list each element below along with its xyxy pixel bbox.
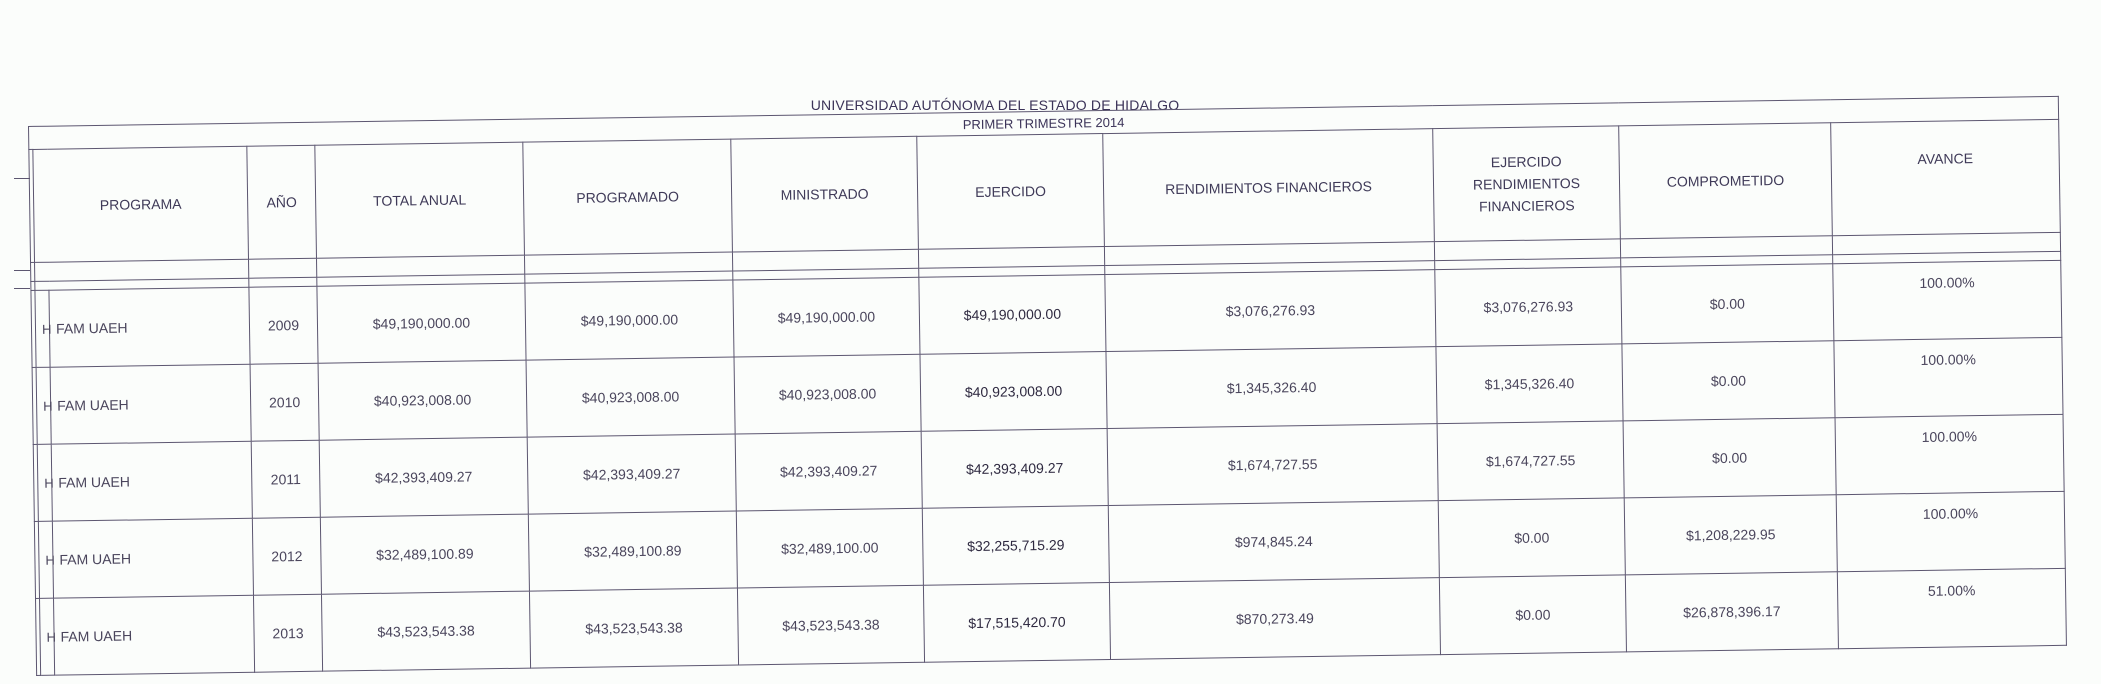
cell-ejercido-rendimientos: $1,345,326.40	[1436, 344, 1623, 424]
row-mark: H	[35, 290, 50, 367]
row-mark: H	[36, 367, 51, 444]
cell-rendimientos: $974,845.24	[1108, 501, 1439, 583]
cell-programado: $32,489,100.89	[528, 511, 737, 591]
header-total-anual: TOTAL ANUAL	[315, 142, 525, 258]
cell-ministrado: $42,393,409.27	[735, 431, 922, 511]
cell-ejercido-rendimientos: $0.00	[1438, 498, 1625, 578]
cell-ministrado: $49,190,000.00	[733, 277, 920, 357]
cell-programado: $49,190,000.00	[525, 280, 734, 360]
cell-ejercido: $42,393,409.27	[921, 429, 1108, 509]
left-margin-tick	[14, 178, 30, 179]
cell-programado: $42,393,409.27	[527, 434, 736, 514]
cell-ejercido-rendimientos: $3,076,276.93	[1435, 267, 1622, 347]
cell-ejercido: $17,515,420.70	[923, 583, 1110, 663]
cell-programa: FAM UAEH	[52, 518, 253, 598]
document-title: UNIVERSIDAD AUTÓNOMA DEL ESTADO DE HIDALGO	[810, 97, 1180, 113]
header-comprometido: COMPROMETIDO	[1619, 123, 1833, 239]
cell-total-anual: $42,393,409.27	[319, 437, 528, 517]
cell-programado: $40,923,008.00	[526, 357, 735, 437]
cell-comprometido: $1,208,229.95	[1624, 495, 1837, 575]
cell-rendimientos: $1,674,727.55	[1107, 424, 1438, 506]
cell-comprometido: $0.00	[1623, 418, 1836, 498]
period-header: PRIMER TRIMESTRE 2014	[29, 96, 2059, 149]
cell-ministrado: $43,523,543.38	[737, 585, 924, 665]
cell-anio: 2009	[249, 286, 318, 364]
cell-ejercido: $40,923,008.00	[920, 352, 1107, 432]
row-mark: H	[40, 598, 55, 675]
cell-avance: 100.00%	[1833, 260, 2062, 340]
cell-total-anual: $49,190,000.00	[317, 283, 526, 363]
cell-ejercido: $49,190,000.00	[919, 275, 1106, 355]
cell-programa: FAM UAEH	[50, 364, 251, 444]
budget-table-wrapper	[28, 96, 2066, 676]
row-mark: H	[38, 521, 53, 598]
left-margin-tick	[14, 270, 30, 271]
cell-comprometido: $0.00	[1621, 264, 1834, 344]
cell-anio: 2012	[252, 517, 321, 595]
header-ejercido: EJERCIDO	[917, 134, 1105, 250]
row-mark: H	[37, 444, 52, 521]
cell-ejercido: $32,255,715.29	[922, 506, 1109, 586]
cell-ejercido-rendimientos: $0.00	[1439, 575, 1626, 655]
cell-rendimientos: $3,076,276.93	[1105, 270, 1436, 352]
header-rendimientos-financieros: RENDIMIENTOS FINANCIEROS	[1103, 129, 1435, 247]
cell-programa: FAM UAEH	[51, 441, 252, 521]
cell-anio: 2013	[253, 594, 322, 672]
cell-comprometido: $0.00	[1622, 341, 1835, 421]
cell-programado: $43,523,543.38	[529, 588, 738, 668]
cell-avance: 100.00%	[1834, 337, 2063, 417]
header-anio: AÑO	[247, 145, 317, 259]
cell-rendimientos: $870,273.49	[1109, 578, 1440, 660]
header-line: EJERCIDO	[1490, 153, 1562, 171]
header-ministrado: MINISTRADO	[731, 136, 919, 252]
cell-ministrado: $32,489,100.00	[736, 508, 923, 588]
cell-ministrado: $40,923,008.00	[734, 354, 921, 434]
cell-anio: 2010	[250, 363, 319, 441]
header-programa: PROGRAMA	[33, 146, 249, 262]
budget-table	[28, 96, 2067, 676]
cell-anio: 2011	[251, 440, 320, 518]
header-line: RENDIMIENTOS	[1472, 174, 1581, 193]
cell-programa: FAM UAEH	[54, 595, 255, 675]
header-line: FINANCIEROS	[1478, 197, 1575, 215]
cell-total-anual: $32,489,100.89	[320, 514, 529, 594]
header-programado: PROGRAMADO	[523, 139, 733, 255]
cell-total-anual: $43,523,543.38	[321, 591, 530, 671]
header-ejercido-rendimientos	[1433, 126, 1621, 242]
header-avance: AVANCE	[1831, 119, 2061, 235]
left-margin-tick	[14, 288, 30, 289]
cell-comprometido: $26,878,396.17	[1625, 572, 1838, 652]
cell-avance: 100.00%	[1835, 414, 2064, 494]
cell-avance: 100.00%	[1836, 491, 2065, 571]
cell-total-anual: $40,923,008.00	[318, 360, 527, 440]
cell-ejercido-rendimientos: $1,674,727.55	[1437, 421, 1624, 501]
cell-programa: FAM UAEH	[49, 287, 250, 367]
cell-avance: 51.00%	[1837, 568, 2066, 648]
cell-rendimientos: $1,345,326.40	[1106, 347, 1437, 429]
